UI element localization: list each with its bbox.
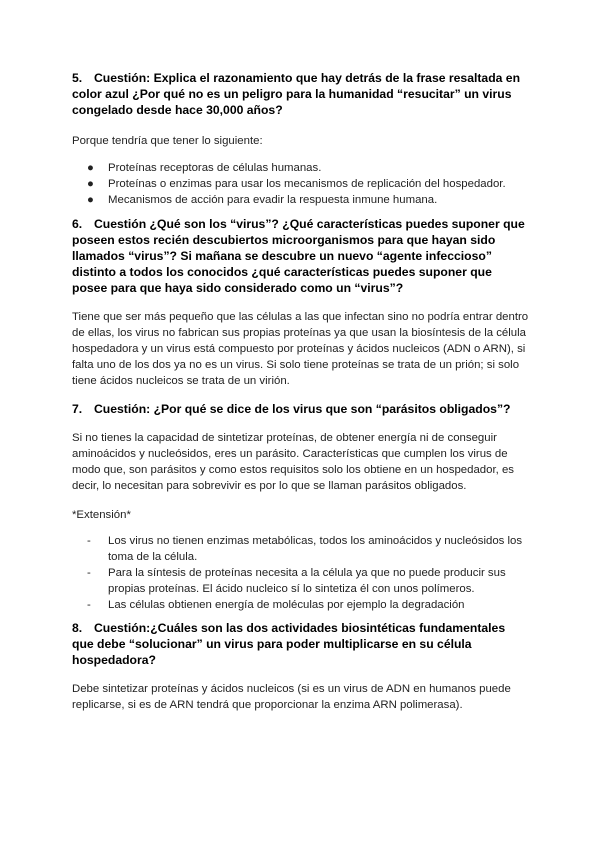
question-5-number: 5. — [72, 71, 83, 85]
list-item — [72, 160, 530, 176]
dash-icon: - — [87, 535, 91, 547]
question-8-answer: Debe sintetizar proteínas y ácidos nucleicos (si es un virus de ADN en humanos puede replicarse, si es de ARN tendrá que proporcionar la enzima ARN polimerasa). — [72, 683, 511, 711]
dash-icon: - — [87, 567, 91, 579]
question-7-title: Cuestión: ¿Por qué se dice de los virus que son “parásitos obligados”? — [94, 402, 511, 416]
list-item — [72, 192, 530, 208]
question-8-heading — [72, 620, 530, 668]
list-item — [72, 597, 530, 613]
question-5-answer: Porque tendría que tener lo siguiente: — [72, 135, 263, 147]
list-item — [72, 533, 530, 565]
question-8-title: Cuestión:¿Cuáles son las dos actividades biosintéticas fundamentales que debe “solucionar” un virus para poder multiplicarse en su célula hospedadora? — [72, 621, 506, 667]
question-7-heading — [72, 401, 530, 417]
bullet-icon: ● — [87, 162, 94, 174]
list-item-text: Mecanismos de acción para evadir la respuesta inmune humana. — [108, 194, 438, 206]
question-5-heading — [72, 70, 530, 118]
question-6-number: 6. — [72, 217, 83, 231]
question-5-title: Cuestión: Explica el razonamiento que hay detrás de la frase resaltada en color azul ¿Por qué no es un peligro para la humanidad “resucitar” un virus congelado desde hace 30,000 años? — [72, 71, 521, 117]
question-7-number: 7. — [72, 402, 83, 416]
list-item — [72, 176, 530, 192]
extension-dash-list — [72, 533, 530, 613]
question-6-answer: Tiene que ser más pequeño que las células a las que infectan sino no podría entrar dentro de ellas, los virus no fabrican sus propias proteínas ya que usan la biosíntesis de la célula hospedadora y un virus está compuesto por proteínas y ácidos nucleicos (ADN o ARN), si falta uno de los dos ya no es un virus. Si solo tiene proteínas se trata de un prión; si solo tiene ácidos nucleicos se trata de un virión. — [72, 311, 529, 387]
list-item — [72, 565, 530, 597]
document-page — [72, 70, 530, 713]
question-7-answer: Si no tienes la capacidad de sintetizar proteínas, de obtener energía ni de conseguir aminoácidos y nucleósidos, eres un parásito. Características que cumplen los virus de modo que, son parásitos y como estos requisitos solo los obtiene en un hospedador, es decir, lo necesitan para sobrevivir es por lo que se llaman parásitos obligados. — [72, 432, 514, 492]
question-5-bullet-list — [72, 160, 530, 208]
dash-icon: - — [87, 599, 91, 611]
question-6-heading — [72, 216, 530, 296]
list-item-text: Para la síntesis de proteínas necesita a la célula ya que no puede producir sus propias proteínas. El ácido nucleico sí lo sintetiza él con unos polímeros. — [108, 567, 506, 595]
list-item-text: Las células obtienen energía de moléculas por ejemplo la degradación — [108, 599, 465, 611]
extension-label: *Extensión* — [72, 509, 131, 521]
question-6-title: Cuestión ¿Qué son los “virus”? ¿Qué características puedes suponer que poseen estos recién descubiertos microorganismos para que hayan sido llamados “virus”? Si mañana se descubre un nuevo “agente infeccioso” distinto a todos los conocidos ¿qué características puedes suponer que posee para que haya sido considerado como un “virus”? — [72, 217, 525, 295]
list-item-text: Proteínas o enzimas para usar los mecanismos de replicación del hospedador. — [108, 178, 506, 190]
list-item-text: Los virus no tienen enzimas metabólicas, todos los aminoácidos y nucleósidos los toma de la célula. — [108, 535, 523, 563]
list-item-text: Proteínas receptoras de células humanas. — [108, 162, 322, 174]
bullet-icon: ● — [87, 178, 94, 190]
bullet-icon: ● — [87, 194, 94, 206]
question-8-number: 8. — [72, 621, 83, 635]
